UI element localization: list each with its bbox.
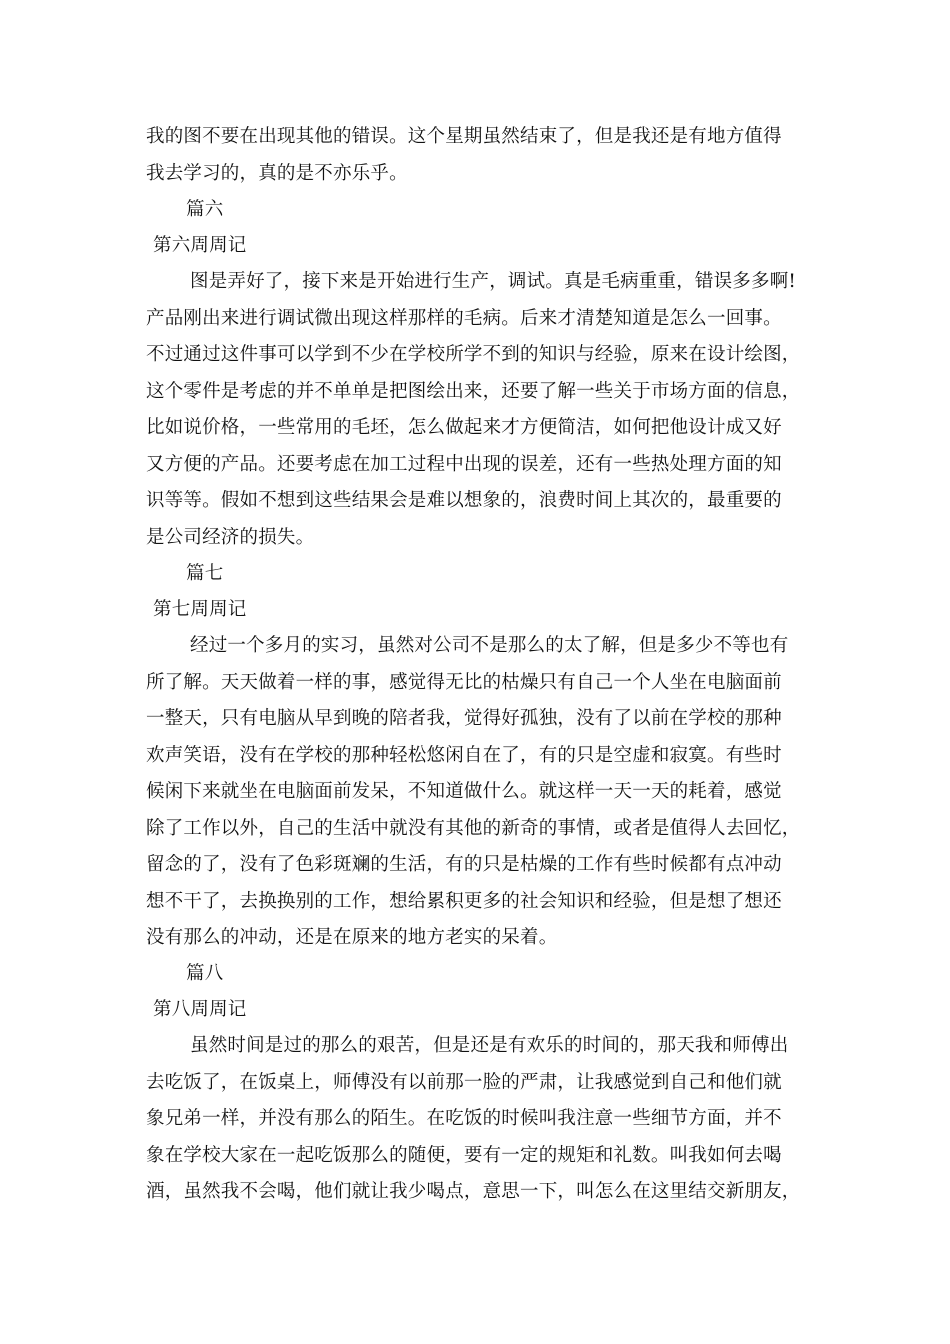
body-line: 想不干了，去换换别的工作，想给累积更多的社会知识和经验，但是想了想还 — [146, 891, 782, 912]
body-line: 一整天，只有电脑从早到晚的陪者我，觉得好孤独，没有了以前在学校的那种 — [146, 708, 782, 729]
body-line: 不过通过这件事可以学到不少在学校所学不到的知识与经验，原来在设计绘图， — [146, 344, 801, 365]
body-line: 产品刚出来进行调试微出现这样那样的毛病。后来才清楚知道是怎么一回事。 — [146, 308, 782, 329]
section-label: 篇八 — [186, 963, 224, 984]
body-line: 是公司经济的损失。 — [146, 527, 315, 548]
section-title: 第八周周记 — [153, 999, 247, 1020]
body-line: 象兄弟一样，并没有那么的陌生。在吃饭的时候叫我注意一些细节方面，并不 — [146, 1108, 782, 1129]
body-line: 经过一个多月的实习，虽然对公司不是那么的太了解，但是多少不等也有 — [190, 635, 789, 656]
body-line: 图是弄好了，接下来是开始进行生产，调试。真是毛病重重，错误多多啊! — [190, 271, 797, 292]
body-line: 所了解。天天做着一样的事，感觉得无比的枯燥只有自己一个人坐在电脑面前 — [146, 672, 782, 693]
body-line: 去吃饭了，在饭桌上，师傅没有以前那一脸的严肃，让我感觉到自己和他们就 — [146, 1072, 782, 1093]
section-label: 篇七 — [186, 563, 224, 584]
body-line: 虽然时间是过的那么的艰苦，但是还是有欢乐的时间的，那天我和师傅出 — [190, 1035, 789, 1056]
section-title: 第六周周记 — [153, 235, 247, 256]
body-line: 比如说价格，一些常用的毛坯，怎么做起来才方便简洁，如何把他设计成又好 — [146, 417, 782, 438]
body-line: 没有那么的冲动，还是在原来的地方老实的呆着。 — [146, 927, 558, 948]
section-title: 第七周周记 — [153, 599, 247, 620]
body-line: 我的图不要在出现其他的错误。这个星期虽然结束了，但是我还是有地方值得 — [146, 126, 782, 147]
body-line: 欢声笑语，没有在学校的那种轻松悠闲自在了，有的只是空虚和寂寞。有些时 — [146, 745, 782, 766]
body-line: 又方便的产品。还要考虑在加工过程中出现的误差，还有一些热处理方面的知 — [146, 454, 782, 475]
body-line: 除了工作以外，自己的生活中就没有其他的新奇的事情，或者是值得人去回忆， — [146, 818, 801, 839]
body-line: 这个零件是考虑的并不单单是把图绘出来，还要了解一些关于市场方面的信息， — [146, 381, 801, 402]
body-line: 我去学习的，真的是不亦乐乎。 — [146, 163, 408, 184]
section-label: 篇六 — [186, 199, 224, 220]
body-line: 留念的了，没有了色彩斑斓的生活，有的只是枯燥的工作有些时候都有点冲动 — [146, 854, 782, 875]
body-line: 酒，虽然我不会喝，他们就让我少喝点，意思一下，叫怎么在这里结交新朋友， — [146, 1181, 801, 1202]
body-line: 候闲下来就坐在电脑面前发呆，不知道做什么。就这样一天一天的耗着，感觉 — [146, 781, 782, 802]
body-line: 识等等。假如不想到这些结果会是难以想象的，浪费时间上其次的，最重要的 — [146, 490, 782, 511]
body-line: 象在学校大家在一起吃饭那么的随便，要有一定的规矩和礼数。叫我如何去喝 — [146, 1145, 782, 1166]
